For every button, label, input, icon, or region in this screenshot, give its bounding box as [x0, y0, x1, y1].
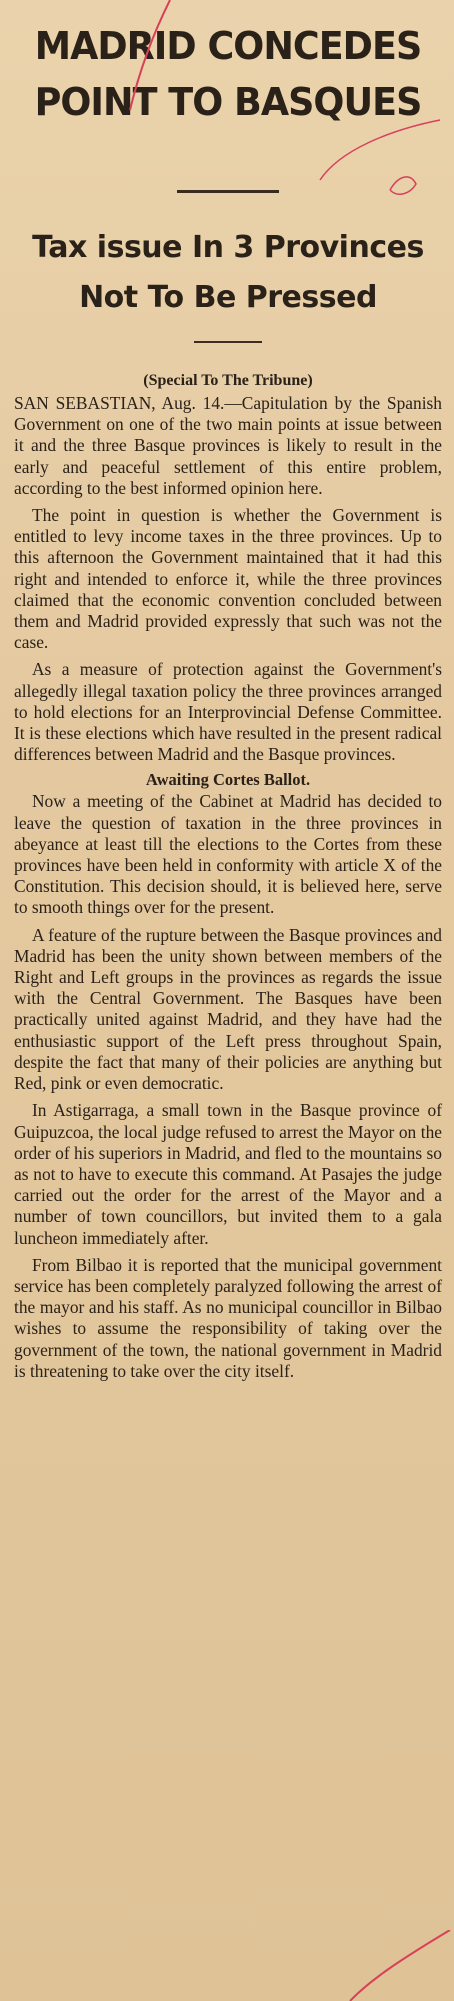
article-paragraph: Now a meeting of the Cabinet at Madrid has decided to leave the question of taxation in the three provinces in abeyance at least till the elections to the Cortes from these provinces have been held in conformity with article X of the Constitution. This decision should, it is believed here, serve to smooth things over for the present.: [14, 791, 442, 918]
article-paragraph: A feature of the rupture between the Basque provinces and Madrid has been the unity shown between members of the Right and Left groups in the provinces as regards the issue with the Central Government. The Basques have been practically united against Madrid, and they have had the enthusiastic support of the Left press throughout Spain, despite the fact that many of their policies are anything but Red, pink or even democratic.: [14, 924, 442, 1094]
section-title: Awaiting Cortes Ballot.: [145, 770, 311, 790]
pen-mark-bottom: [340, 1930, 454, 2001]
article-paragraph: As a measure of protection against the Government's allegedly illegal taxation policy the three provinces arranged to hold elections for an Interprovincial Defense Committee. It is these elections which have resulted in the present radical differences between Madrid and the Basque provinces.: [14, 659, 442, 765]
article-body-part1: [14, 393, 442, 765]
article-paragraph: From Bilbao it is reported that the municipal government service has been completely paralyzed following the arrest of the mayor and his staff. As no municipal councillor in Bilbao wishes to assume the responsibility of taking over the government of the town, the national government in Madrid is threatening to take over the city itself.: [14, 1254, 442, 1381]
subheadline: Tax issue In 3 Provinces Not To Be Pressed: [32, 230, 424, 315]
article-paragraph: The point in question is whether the Government is entitled to levy income taxes in the three provinces. Up to this afternoon the Government maintained that it had this right and intended to enforce it, while the three provinces claimed that the economic convention concluded between them and Madrid provided expressly that such was not the case.: [14, 505, 442, 653]
subheadline-rule: [194, 341, 262, 343]
headline: MADRID CONCEDES POINT TO BASQUES: [34, 24, 422, 124]
article-paragraph: SAN SEBASTIAN, Aug. 14.—Capitulation by the Spanish Government on one of the two main points at issue between it and the three Basque provinces is likely to result in the early and peaceful settlement of this entire problem, according to the best informed opinion here.: [14, 393, 442, 498]
article-paragraph: In Astigarraga, a small town in the Basque province of Guipuzcoa, the local judge refused to arrest the Mayor on the order of his superiors in Madrid, and fled to the mountains so as not to have to execute this command. At Pasajes the judge carried out the order for the arrest of the Mayor and a number of town councillors, but invited them to a gala luncheon immediately after.: [14, 1100, 442, 1248]
byline: (Special To The Tribune): [143, 372, 313, 389]
headline-rule: [177, 190, 279, 193]
article-body-part2: [14, 791, 442, 1381]
